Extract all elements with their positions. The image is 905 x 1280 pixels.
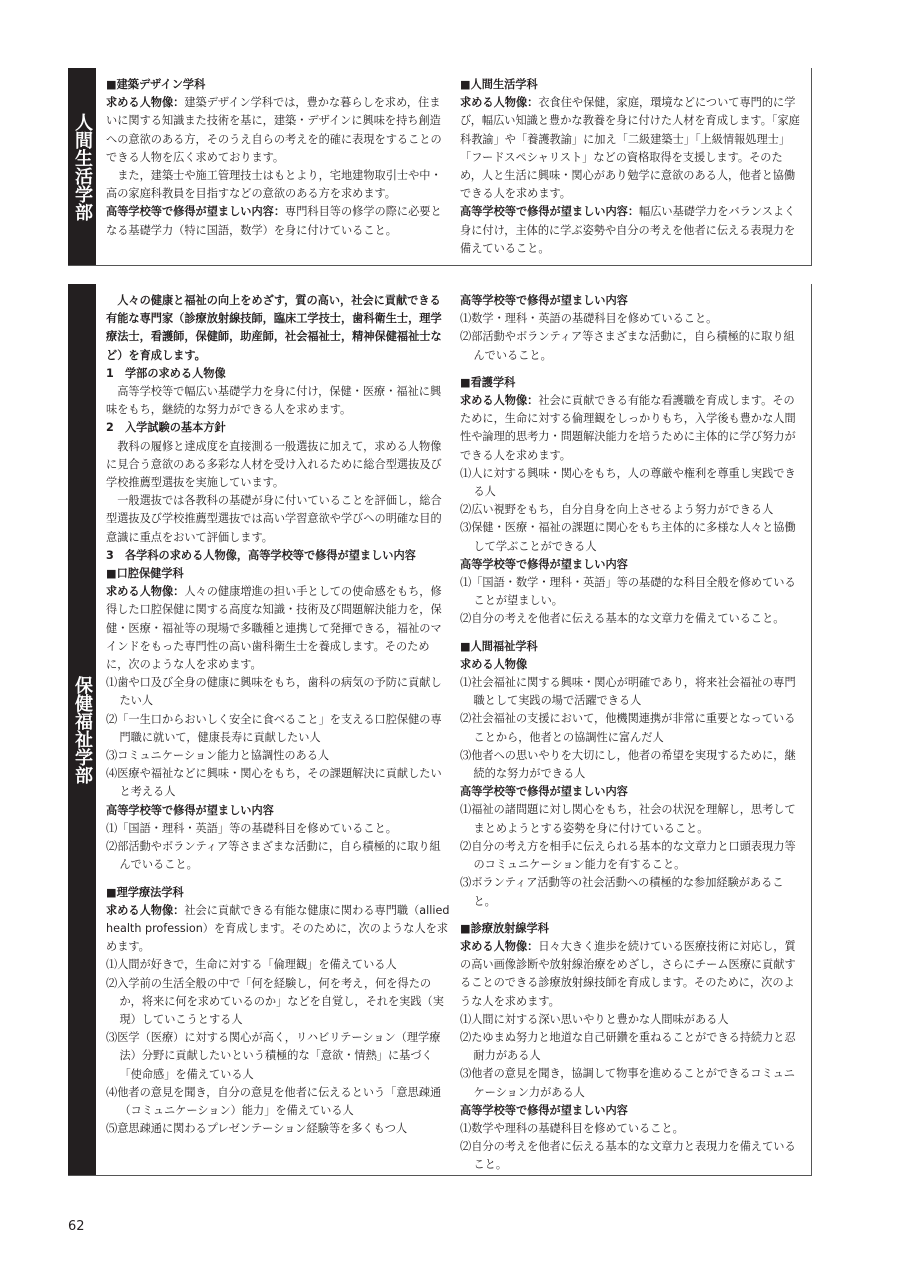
paragraph-text: 専門科目等の修学の際に必要となる基礎学力（特に国語，数学）を身に付けていること。	[106, 205, 442, 237]
labeled-paragraph	[106, 583, 450, 674]
subheading: 高等学校等で修得が望ましい内容	[106, 803, 274, 817]
paragraph-label: 高等学校等で修得が望ましい内容：	[460, 205, 640, 219]
list-item: ⑴人間に対する深い思いやりと豊かな人間味がある人	[460, 1012, 729, 1026]
list-item: ⑵社会福祉の支援において，他機関連携が非常に重要となっていることから，他者との協調性に富んだ人	[460, 712, 796, 744]
subheading: 高等学校等で修得が望ましい内容	[460, 294, 628, 307]
spacer	[106, 875, 450, 884]
list-item: ⑵たゆまぬ努力と地道な自己研鑽を重ねることができる持続力と忍耐力がある人	[460, 1030, 796, 1063]
list-item: ⑴歯や口及び全身の健康に興味をもち，歯科の病気の予防に貢献したい人	[106, 676, 442, 708]
paragraph-label: 求める人物像：	[106, 585, 185, 599]
section-human-life	[68, 68, 812, 266]
list-item: ⑵広い視野をもち，自分自身を向上させるよう努力ができる人	[460, 503, 774, 517]
list-item: ⑴人間が好きで，生命に対する「倫理観」を備えている人	[106, 958, 397, 972]
intro-paragraph: 人々の健康と福祉の向上をめざす，質の高い，社会に貢献できる有能な専門家（診療放射線技師，臨床工学技士，歯科衛生士，理学療法士，看護師，保健師，助産師，社会福祉士，精神保健福祉士など）を育成します。	[106, 294, 442, 362]
right-column	[460, 292, 802, 1175]
subheading: 高等学校等で修得が望ましい内容	[460, 557, 628, 571]
labeled-paragraph	[460, 94, 802, 203]
labeled-paragraph	[106, 94, 450, 167]
paragraph-label: 求める人物像：	[460, 939, 539, 953]
section-label: 人間生活学部	[72, 112, 93, 221]
left-column	[106, 76, 450, 240]
list-item: ⑵「一生口からおいしく安全に食べること」を支える口腔保健の専門職に就いて，健康長寿に貢献したい人	[106, 712, 442, 744]
list-item: ⑴数学・理科・英語の基礎科目を修めていること。	[460, 312, 718, 326]
spacer	[460, 629, 802, 638]
list-item: ⑶他者への思いやりを大切にし，他者の希望を実現するために，継続的な努力ができる人	[460, 748, 796, 781]
list-item: ⑶ボランティア活動等の社会活動への積極的な参加経験があること。	[460, 876, 784, 908]
department-heading: ■人間福祉学科	[460, 639, 538, 653]
paragraph: 一般選抜では各教科の基礎が身に付いていることを評価し，総合型選抜及び学校推薦型選抜では高い学習意欲や学びへの明確な目的意識に重点をおいて評価します。	[106, 494, 442, 544]
spacer	[460, 365, 802, 374]
list-item: ⑵入学前の生活全般の中で「何を経験し，何を考え，何を得たのか，将来に何を求めているのか」などを自覚し，それを実践（実現）していこうとする人	[106, 976, 444, 1026]
list-item: ⑶医学（医療）に対する関心が高く，リハビリテーション（理学療法）分野に貢献したいという積極的な「意欲・情熱」に基づく「使命感」を備えている人	[106, 1031, 441, 1081]
numbered-heading: 3 各学科の求める人物像，高等学校等で修得が望ましい内容	[106, 548, 416, 562]
department-heading: ■看護学科	[460, 375, 516, 389]
list-item: ⑵自分の考えを他者に伝える基本的な文章力を備えていること。	[460, 612, 785, 626]
paragraph-label: 求める人物像：	[460, 394, 539, 408]
list-item: ⑴福祉の諸問題に対し関心をもち，社会の状況を理解し，思考してまとめようとする姿勢を身に付けていること。	[460, 803, 796, 835]
list-item: ⑶他者の意見を聞き，協調して物事を進めることができるコミュニケーション力がある人	[460, 1067, 795, 1099]
list-item: ⑵部活動やボランティア等さまざまな活動に，自ら積極的に取り組んでいること。	[106, 840, 441, 872]
paragraph-label: 求める人物像：	[106, 96, 185, 110]
numbered-heading: 2 入学試験の基本方針	[106, 421, 226, 435]
paragraph-text: 建築デザイン学科では，豊かな暮らしを求め，住まいに関する知識また技術を基に，建築・デザインに興味を持ち創造への意欲のある方，そのうえ自らの考えを的確に表現をすることのできる人物を広く求めております。	[106, 96, 442, 164]
list-item: ⑵自分の考え方を相手に伝えられる基本的な文章力と口頭表現力等のコミュニケーション能力を有すること。	[460, 839, 796, 872]
paragraph-label: 求める人物像：	[106, 903, 185, 917]
right-column	[460, 76, 802, 258]
list-item: ⑵自分の考えを他者に伝える基本的な文章力と表現力を備えていること。	[460, 1140, 796, 1172]
list-item: ⑶保健・医療・福祉の課題に関心をもち主体的に多様な人々と協働して学ぶことができる人	[460, 521, 796, 553]
list-item: ⑴人に対する興味・関心をもち，人の尊厳や権利を尊重し実践できる人	[460, 466, 796, 499]
paragraph-text: 幅広い基礎学力をバランスよく身に付け，主体的に学ぶ姿勢や自分の考えを他者に伝える表現力を備えていること。	[460, 205, 796, 255]
labeled-paragraph	[106, 203, 450, 239]
section-health-welfare	[68, 284, 812, 1176]
department-heading: ■理学療法学科	[106, 885, 184, 899]
paragraph-text: 人々の健康増進の担い手としての使命感をもち，修得した口腔保健に関する高度な知識・技術及び問題解決能力を，保健・医療・福祉等の現場で多職種と連携して発揮できる，福祉のマインドをもった専門性の高い歯科衛生士を養成します。そのために，次のような人を求めます。	[106, 585, 442, 672]
subheading: 求める人物像	[460, 657, 528, 671]
paragraph-text: 社会に貢献できる有能な健康に関わる専門職（allied health profession）を育成します。そのために，次のような人を求めます。	[106, 903, 450, 954]
paragraph: 高等学校等で幅広い基礎学力を身に付け，保健・医療・福祉に興味をもち，継続的な努力ができる人を求めます。	[106, 385, 442, 417]
paragraph: 教科の履修と達成度を直接測る一般選抜に加えて，求める人物像に見合う意欲のある多彩な人材を受け入れるために総合型選抜及び学校推薦型選抜を実施しています。	[106, 439, 442, 490]
list-item: ⑷他者の意見を聞き，自分の意見を他者に伝えるという「意思疎通（コミュニケーション）能力」を備えている人	[106, 1085, 442, 1117]
list-item: ⑶コミュニケーション能力と協調性のある人	[106, 749, 330, 763]
paragraph-label: 高等学校等で修得が望ましい内容：	[106, 205, 286, 219]
list-item: ⑴社会福祉に関する興味・関心が明確であり，将来社会福祉の専門職として実践の場で活躍できる人	[460, 676, 796, 708]
labeled-paragraph	[460, 938, 802, 1011]
department-heading: ■建築デザイン学科	[106, 78, 206, 91]
list-item: ⑴「国語・数学・理科・英語」等の基礎的な科目全般を修めていることが望ましい。	[460, 576, 796, 608]
labeled-paragraph	[460, 392, 802, 465]
list-item: ⑸意思疎通に関わるプレゼンテーション経験等を多くもつ人	[106, 1122, 408, 1136]
paragraph: また，建築士や施工管理技士はもとより，宅地建物取引士や中・高の家庭科教員を目指すなどの意欲のある方を求めます。	[106, 169, 442, 201]
spacer	[460, 911, 802, 920]
section-label: 保健福祉学部	[72, 675, 93, 784]
paragraph-text: 衣食住や保健，家庭，環境などについて専門的に学び，幅広い知識と豊かな教養を身に付けた人材を育成します。「家庭科教諭」や「養護教諭」に加え「二級建築士」「上級情報処理士」「フードスペシャリスト」などの資格取得を支援します。そのため，人と生活に興味・関心があり勉学に意欲のある人，他者と協働できる人を求めます。	[460, 96, 800, 201]
paragraph-text: 社会に貢献できる有能な看護職を育成します。そのために，生命に対する倫理観をしっかりもち，入学後も豊かな人間性や論理的思考力・問題解決能力を培うために主体的に学び努力ができる人を求めます。	[460, 394, 796, 462]
paragraph-label: 求める人物像：	[460, 96, 539, 110]
department-heading: ■人間生活学科	[460, 78, 538, 91]
labeled-paragraph	[106, 902, 450, 957]
page-number: 62	[68, 1219, 85, 1234]
list-item: ⑴「国語・理科・英語」等の基礎科目を修めていること。	[106, 821, 397, 835]
department-heading: ■口腔保健学科	[106, 567, 184, 581]
list-item: ⑷医療や福祉などに興味・関心をもち，その課題解決に貢献したいと考える人	[106, 767, 442, 799]
list-item: ⑵部活動やボランティア等さまざまな活動に，自ら積極的に取り組んでいること。	[460, 330, 795, 362]
subheading: 高等学校等で修得が望ましい内容	[460, 1103, 628, 1117]
left-column	[106, 292, 450, 1138]
department-heading: ■診療放射線学科	[460, 921, 549, 935]
subheading: 高等学校等で修得が望ましい内容	[460, 785, 628, 799]
numbered-heading: 1 学部の求める人物像	[106, 366, 226, 380]
paragraph-text: 日々大きく進歩を続けている医療技術に対応し，質の高い画像診断や放射線治療をめざし，さらにチーム医療に貢献することのできる診療放射線技師を育成します。そのために，次のような人を求めます。	[460, 939, 796, 1008]
list-item: ⑴数学や理科の基礎科目を修めていること。	[460, 1121, 684, 1135]
labeled-paragraph	[460, 203, 802, 258]
